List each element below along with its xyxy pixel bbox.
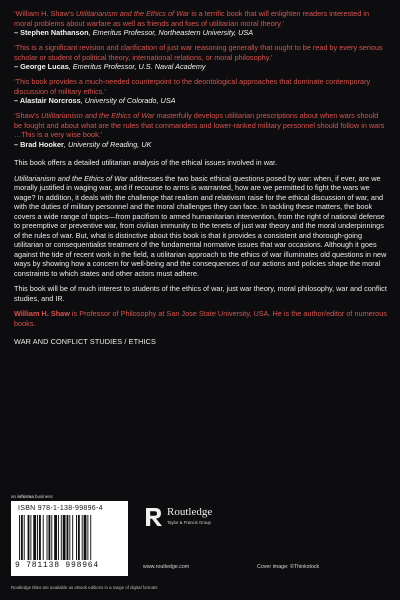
barcode-panel: [11, 501, 128, 576]
quote-start: ‘William H. Shaw’s: [14, 9, 76, 18]
quote-end: is a terrific book that will enlighten readers interested in moral problems about warfare as well as friends and foes of utilitarian moral theory.’: [14, 9, 370, 28]
review-attribution: [14, 96, 388, 106]
publisher-name: Routledge: [167, 506, 213, 518]
author-bio: [14, 309, 388, 328]
reviewer-affiliation: , Emeritus Professor, U.S. Naval Academy: [68, 62, 206, 71]
blurb-intro: This book offers a detailed utilitarian analysis of the ethical issues involved in war.: [14, 158, 278, 167]
author-description: is Professor of Philosophy at San Jose State University, USA. He is the author/editor of numerous books.: [14, 309, 387, 328]
review-quote: [14, 43, 388, 72]
quote-book-title: Utilitarianism and the Ethics of War: [41, 111, 155, 120]
reviewer-name: – Alastair Norcross: [14, 96, 81, 105]
informa-business-label: [11, 494, 53, 499]
quote-start: ‘This is a significant revision and clarification of just war reasoning generally that ought to be read by every serious scholar or student of political theory, international relations, or moral philosophy.’: [14, 43, 383, 62]
blurb-body: addresses the two basic ethical questions posed by war: when, if ever, are we morally justified in waging war, and if recourse to arms is warranted, how are we permitted to fight the wars we wage? In addition, it deals with the challenge that realism and relativism raise for the ethical discussion of war, and with the duties of military personnel and the moral challenges they can face. In tackling these matters, the book covers a wide range of topics—from pacifism to armed humanitarian intervention, from the right of national defense to preemptive or preventive war, from civilian immunity to the tenets of just war theory and the moral underpinnings of the rules of war. But, what is distinctive about this book is that it provides a consistent and thorough-going utilitarian or consequentialist treatment of the fundamental normative issues that war occasions. Although it goes against the tide of recent work in the field, a utilitarian approach to the ethics of war illuminates old questions in new ways by showing how a concern for well-being and the consequences of our actions and policies shape the moral constraints to which states and other actors must adhere.: [14, 173, 387, 278]
cover-text: [14, 9, 388, 346]
barcode-icon: [18, 515, 122, 560]
quote-book-title: Utilitarianism and the Ethics of War: [75, 9, 190, 18]
series-subject: WAR AND CONFLICT STUDIES / ETHICS: [14, 337, 156, 346]
blurb-book-title: Utilitarianism and the Ethics of War: [14, 173, 128, 183]
author-name: William H. Shaw: [14, 309, 70, 318]
publisher-group: Taylor & Francis Group: [167, 520, 211, 525]
review-quote: [14, 77, 388, 106]
review-quote: [14, 111, 388, 149]
reviewer-name: – Brad Hooker: [14, 139, 64, 149]
review-quote: [14, 9, 388, 38]
review-attribution: [14, 140, 388, 150]
review-attribution: [14, 62, 388, 72]
review-text: [14, 111, 388, 140]
blurb-main: [14, 174, 388, 279]
reviewer-affiliation: , University of Colorado, USA: [80, 96, 176, 105]
review-text: [14, 9, 388, 28]
review-attribution: [14, 28, 388, 38]
barcode-number: 9 781138 998964: [15, 561, 100, 570]
reviewer-affiliation: , Emeritus Professor, Northeastern University, USA: [88, 28, 254, 37]
ebook-footnote: Routledge titles are available as eBook editions in a range of digital formats: [11, 585, 158, 590]
reviewer-name: – George Lucas: [14, 62, 69, 71]
blurb-audience: This book will be of much interest to students of the ethics of war, just war theory, moral philosophy, war and conflict studies, and IR.: [14, 284, 387, 303]
cover-credit: Cover image: ©Thinkstock: [257, 564, 320, 570]
review-text: [14, 77, 388, 96]
reviewer-name: – Stephen Nathanson: [14, 28, 89, 37]
quote-end: masterfully develops utilitarian prescriptions about when wars should be fought and about what are the rules that commanders and lower-ranked military personnel should follow in wars …This is a very wise book.’: [14, 111, 385, 139]
quote-start: ‘Shaw’s: [14, 111, 42, 120]
quote-start: ‘This book provides a much-needed counterpoint to the deontological approaches that dominate contemporary discussion of military ethics.’: [14, 77, 371, 96]
informa-bold: informa: [17, 494, 34, 499]
routledge-logo-icon: [144, 506, 164, 528]
review-text: [14, 43, 388, 62]
informa-pre: an: [11, 494, 18, 499]
informa-post: business: [33, 494, 53, 499]
isbn: ISBN 978-1-138-99896-4: [18, 505, 103, 512]
reviewer-affiliation: , University of Reading, UK: [63, 139, 152, 149]
publisher-url: www.routledge.com: [143, 564, 190, 570]
publisher-footer: [0, 492, 400, 600]
